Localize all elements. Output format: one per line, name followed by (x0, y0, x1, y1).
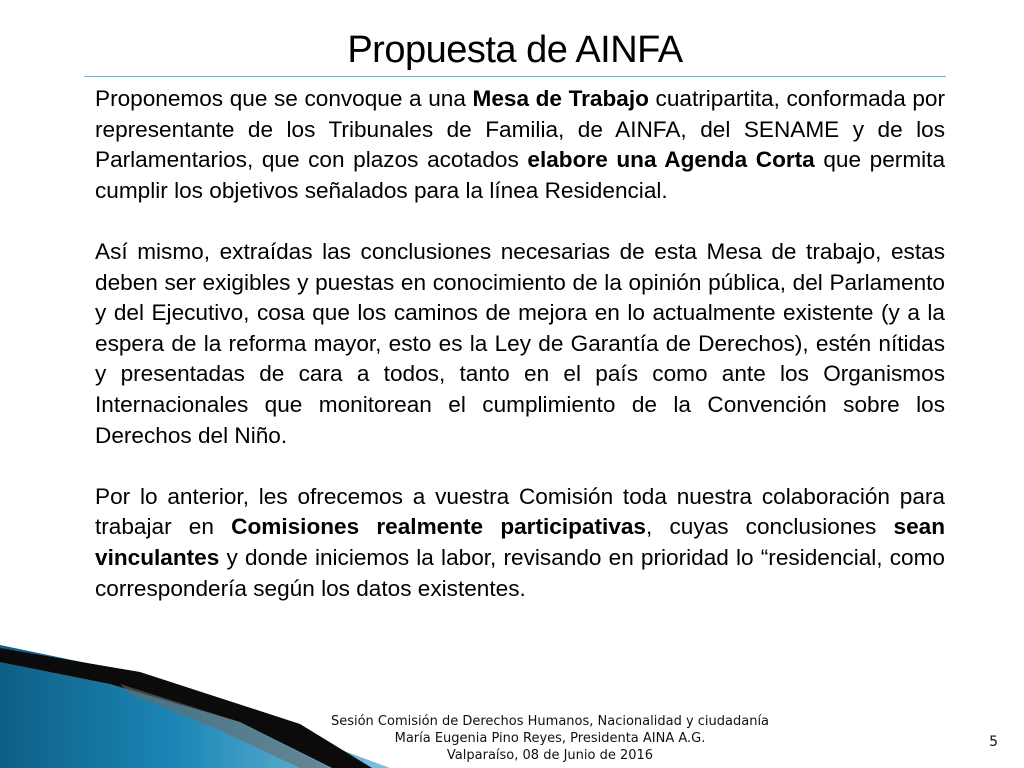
title-divider (84, 76, 946, 77)
paragraph-text: y donde iniciemos la labor, revisando en prioridad lo “residencial, como correspondería según los datos existentes. (95, 544, 945, 601)
slide-body (95, 84, 945, 604)
emphasis-text: elabore una Agenda Corta (527, 147, 815, 173)
emphasis-text: sean vinculantes (95, 514, 945, 570)
emphasis-text: Mesa de Trabajo (472, 86, 649, 111)
slide-title: Propuesta de AINFA (347, 29, 683, 71)
slide-footer (200, 713, 900, 764)
footer-date-line: Valparaíso, 08 de Junio de 2016 (446, 748, 654, 763)
paragraph-text: Por lo anterior, les ofrecemos a vuestra Comisión toda nuestra colaboración para trabajar en (95, 483, 945, 540)
emphasis-text: Comisiones realmente participativas (231, 514, 646, 540)
page-number: 5 (989, 734, 998, 750)
paragraph-text: , cuyas conclusiones (646, 514, 894, 540)
paragraph-conclusions: Así mismo, extraídas las conclusiones necesarias de esta Mesa de trabajo, estas deben ser exigibles y puestas en conocimiento de la opinión pública, del Parlamento y del Ejecutivo, cosa que los caminos de mejora en lo actualmente existente (y a la espera de la reforma mayor, esto es la Ley de Garantía de Derechos), estén nítidas y presentadas de cara a todos, tanto en el país como ante los Organismos Internacionales que monitorean el cumplimiento de la Convención sobre los Derechos del Niño. (95, 238, 945, 448)
footer-author-line: María Eugenia Pino Reyes, Presidenta AINA A.G. (394, 731, 706, 746)
footer-session-line: Sesión Comisión de Derechos Humanos, Nacionalidad y ciudadanía (330, 714, 770, 729)
paragraph-text: Proponemos que se convoque a una (95, 86, 473, 111)
paragraph-text: cuatripartita, conformada por representante de los Tribunales de Familia, de AINFA, del SENAME y de los Parlamentarios, que con plazos acotados (95, 86, 946, 173)
paragraph-collaboration (95, 482, 945, 604)
paragraph-proposal (95, 84, 945, 206)
paragraph-text: que permita cumplir los objetivos señalados para la línea Residencial. (95, 147, 946, 203)
